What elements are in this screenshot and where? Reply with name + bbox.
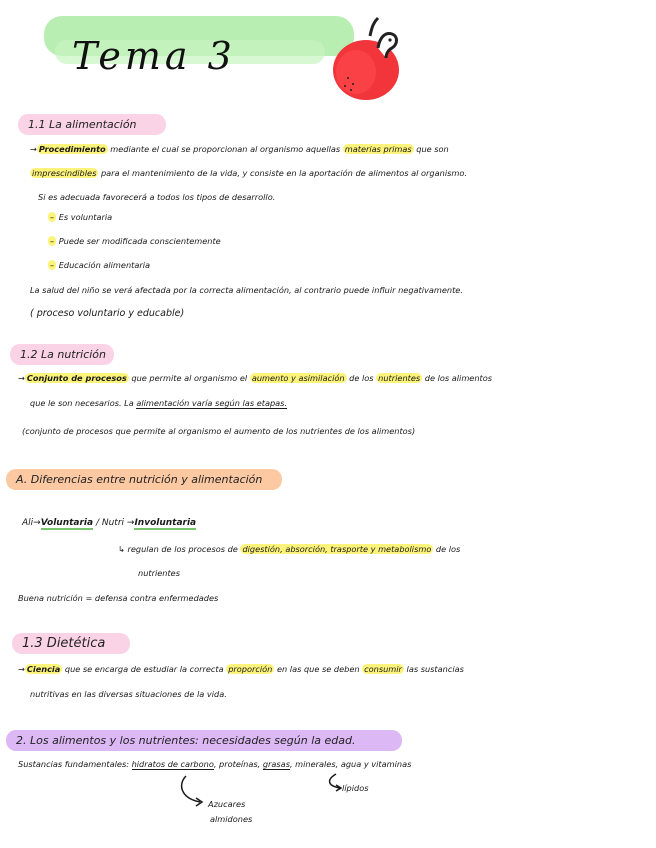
sA-line-4: Buena nutrición = defensa contra enfermedades (18, 593, 219, 603)
heading-2: 2. Los alimentos y los nutrientes: necesidades según la edad. (6, 730, 402, 751)
text: las sustancias (403, 664, 464, 674)
heading-1-2: 1.2 La nutrición (10, 344, 114, 365)
azucares-label: Azucares (208, 799, 246, 809)
s11-line-3: Si es adecuada favorecerá a todos los tipos de desarrollo. (38, 192, 276, 202)
sA-line-3: nutrientes (138, 568, 180, 578)
s13-line-2: nutritivas en las diversas situaciones de la vida. (30, 689, 227, 699)
s13-line-1 (18, 663, 464, 675)
heading-1-1: 1.1 La alimentación (18, 114, 166, 135)
s11-line-2 (30, 167, 467, 179)
s11-line-4: La salud del niño se verá afectada por la correcta alimentación, al contrario puede influir negativamente. (30, 285, 463, 295)
text: que le son necesarios. La (30, 398, 137, 408)
highlight-procesos: digestión, absorción, trasporte y metabolismo (242, 544, 432, 554)
bullet-text: Es voluntaria (58, 212, 113, 222)
highlight-procedimiento: Procedimiento (38, 144, 106, 154)
almidones-label: almidones (210, 814, 253, 824)
s12-line-2 (30, 397, 287, 409)
voluntaria: Voluntaria (40, 518, 94, 528)
underlined-etapas: alimentación varía según las etapas. (136, 398, 288, 408)
sA-line-2 (118, 543, 460, 555)
highlight-proporcion: proporción (228, 664, 273, 674)
bullet-text: Puede ser modificada conscientemente (58, 236, 221, 246)
s11-line-5: ( proceso voluntario y educable) (30, 308, 185, 319)
text: Sustancias fundamentales: (18, 759, 132, 769)
highlight-nutrientes: nutrientes (378, 373, 421, 383)
highlight-aumento: aumento y asimilación (251, 373, 345, 383)
text: regulan de los procesos de (127, 544, 241, 554)
text: para el mantenimiento de la vida, y consiste en la aportación de alimentos al organismo. (98, 168, 467, 178)
arrow: ↳ (118, 544, 125, 554)
s11-bullet-1: – Es voluntaria (50, 212, 113, 222)
sA-line-1 (22, 517, 196, 529)
bullet-text: Educación alimentaria (58, 260, 151, 270)
text: , minerales, agua y vitaminas (289, 759, 412, 769)
s2-line-1 (18, 758, 411, 770)
page-title: Tema 3 (72, 34, 236, 78)
nutri: Nutri (101, 518, 125, 528)
involuntaria: Involuntaria (134, 518, 197, 528)
highlight-consumir: consumir (364, 664, 402, 674)
text: de los (346, 373, 377, 383)
arrow: → (18, 664, 25, 674)
text: de los (433, 544, 461, 554)
arrow: → (126, 518, 135, 528)
lipidos-label: lípidos (342, 783, 369, 793)
underlined-hidratos: hidratos de carbono (131, 759, 214, 769)
s12-line-3: (conjunto de procesos que permite al organismo el aumento de los nutrientes de los alimentos) (22, 426, 416, 436)
text: , proteínas, (213, 759, 263, 769)
arrow: → (33, 518, 41, 528)
highlight-ciencia: Ciencia (26, 664, 61, 674)
text: que permite al organismo el (128, 373, 250, 383)
underlined-grasas: grasas (262, 759, 290, 769)
apple-worm-icon (326, 14, 406, 106)
s11-line-1 (30, 143, 449, 155)
arrow: → (30, 144, 37, 154)
s11-bullet-2: – Puede ser modificada conscientemente (50, 236, 221, 246)
text: de los alimentos (422, 373, 493, 383)
text: que se encarga de estudiar la correcta (62, 664, 227, 674)
s11-bullet-3: – Educación alimentaria (50, 260, 151, 270)
heading-1-3: 1.3 Dietética (12, 633, 130, 654)
s12-line-1 (18, 372, 492, 384)
separator: / (93, 518, 102, 528)
arrow: → (18, 373, 25, 383)
highlight-imprescindibles: imprescindibles (32, 168, 97, 178)
text: en las que se deben (274, 664, 363, 674)
ali: Ali (22, 518, 34, 528)
highlight-materias-primas: materias primas (344, 144, 412, 154)
heading-a: A. Diferencias entre nutrición y alimentación (6, 469, 282, 490)
text: que son (413, 144, 449, 154)
highlight-conjunto: Conjunto de procesos (26, 373, 127, 383)
text: mediante el cual se proporcionan al organismo aquellas (107, 144, 343, 154)
